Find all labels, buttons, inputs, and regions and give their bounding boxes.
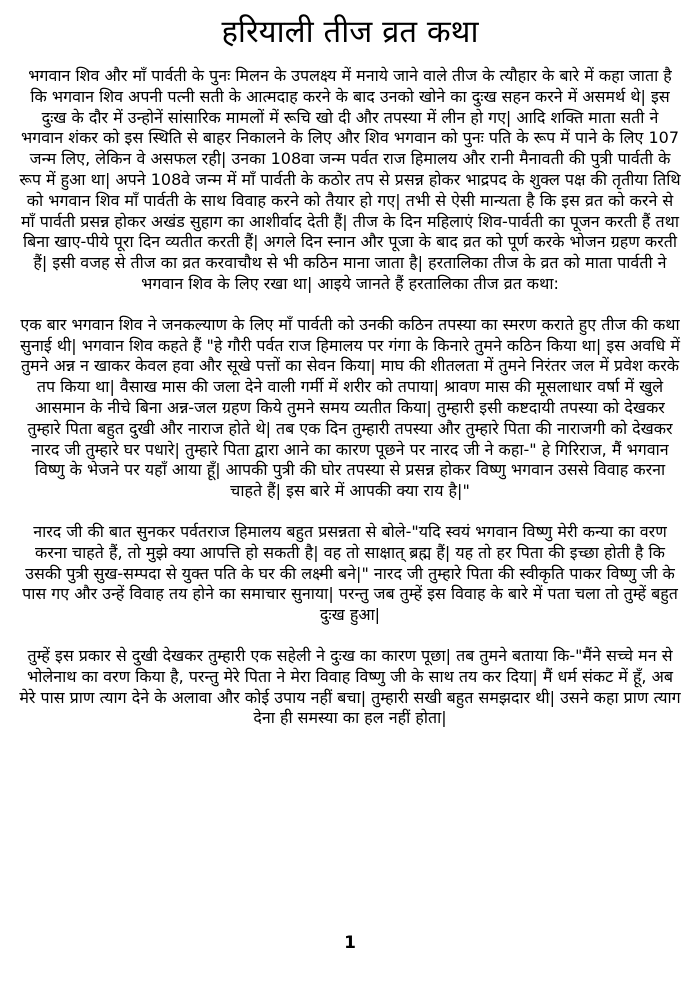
paragraph-gap [18, 502, 682, 522]
paragraph-friend-conversation: तुम्हें इस प्रकार से दुखी देखकर तुम्हारी एक सहेली ने दुःख का कारण पूछा| तब तुमने बताया कि-"मैंने सच्चे मन से भोलेनाथ का वरण किया है, परन्तु मेरे पिता ने मेरा विवाह विष्णु जी के साथ तय कर दिया| मैं धर्म संकट में हूँ, अब मेरे पास प्राण त्याग देने के अलावा और कोई उपाय नहीं बचा| तुम्हारी सखी बहुत समझदार थी| उसने कहा प्राण त्याग देना ही समस्या का हल नहीं होता| [19, 645, 681, 728]
paragraph-shiva-narration: एक बार भगवान शिव ने जनकल्याण के लिए माँ पार्वती को उनकी कठिन तपस्या का स्मरण कराते हुए तीज की कथा सुनाई थी| भगवान शिव कहते हैं "हे गौरी पर्वत राज हिमालय पर गंगा के किनारे तुमने कठिन किया था| इस अवधि में तुमने अन्न न खाकर केवल हवा और सूखे पत्तों का सेवन किया| माघ की शीतलता में तुमने निरंतर जल में प्रवेश करके तप किया था| वैसाख मास की जला देने वाली गर्मी में शरीर को तपाया| श्रावण मास की मूसलाधार वर्षा में खुले आसमान के नीचे बिना अन्न-जल ग्रहण किये तुमने समय व्यतीत किया| तुम्हारी इसी कष्टदायी तपस्या को देखकर तुम्हारे पिता बहुत दुखी और नाराज होते थे| तब एक दिन तुम्हारी तपस्या और तुम्हारे पिता की नाराजगी को देखकर नारद जी तुम्हारे घर पधारे| तुम्हारे पिता द्वारा आने का कारण पूछने पर नारद जी ने कहा-" हे गिरिराज, मैं भगवान विष्णु के भेजने पर यहाँ आया हूँ| आपकी पुत्री की घोर तपस्या से प्रसन्न होकर विष्णु भगवान उससे विवाह करना चाहते हैं| इस बारे में आपकी क्या राय है|" [20, 314, 680, 501]
paragraph-himalaya-reply: नारद जी की बात सुनकर पर्वतराज हिमालय बहुत प्रसन्नता से बोले-"यदि स्वयं भगवान विष्णु मेरी कन्या का वरण करना चाहते हैं, तो मुझे क्या आपत्ति हो सकती है| वह तो साक्षात् ब्रह्म हैं| यह तो हर पिता की इच्छा होती है कि उसकी पुत्री सुख-सम्पदा से युक्त पति के घर की लक्ष्मी बने|" नारद जी तुम्हारे पिता की स्वीकृति पाकर विष्णु जी के पास गए और उन्हें विवाह तय होने का समाचार सुनाया| परन्तु जब तुम्हें इस विवाह के बारे में पता चला तो तुम्हें बहुत दुःख हुआ| [22, 521, 678, 625]
page-number: 1 [344, 933, 356, 953]
paragraph-intro: भगवान शिव और माँ पार्वती के पुनः मिलन के उपलक्ष्य में मनाये जाने वाले तीज के त्यौहार के बारे में कहा जाता है कि भगवान शिव अपनी पत्नी सती के आत्मदाह करने के बाद उनको खोने का दुःख सहन करने में असमर्थ थे| इस दुःख के दौर में उन्होनें सांसारिक मामलों में रूचि खो दी और तपस्या में लीन हो गए| आदि शक्ति माता सती ने भगवान शंकर को इस स्थिति से बाहर निकालने के लिए और शिव भगवान को पुनः पति के रूप में पाने के लिए 107 जन्म लिए, लेकिन वे असफल रही| उनका 108वा जन्म पर्वत राज हिमालय और रानी मैनावती की पुत्री पार्वती के रूप में हुआ था| अपने 108वे जन्म में माँ पार्वती के कठोर तप से प्रसन्न होकर भाद्रपद के शुक्ल पक्ष की तृतीया तिथि को भगवान शिव माँ पार्वती के साथ विवाह करने को तैयार हो गए| तभी से ऐसी मान्यता है कि इस व्रत को करने से माँ पार्वती प्रसन्न होकर अखंड सुहाग का आशीर्वाद देती हैं| तीज के दिन महिलाएं शिव-पार्वती का पूजन करती हैं तथा बिना खाए-पीये पूरा दिन व्यतीत करती हैं| अगले दिन स्नान और पूजा के बाद व्रत को पूर्ण करके भोजन ग्रहण करती हैं| इसी वजह से तीज का व्रत करवाचौथ से भी कठिन माना जाता है| हरतालिका तीज के व्रत को माता पार्वती ने भगवान शिव के लिए रखा था| आइये जानते हैं हरतालिका तीज व्रत कथा: [19, 66, 681, 293]
document-title: हरियाली तीज व्रत कथा [221, 14, 479, 50]
paragraph-gap [18, 295, 682, 315]
paragraph-gap [18, 626, 682, 646]
